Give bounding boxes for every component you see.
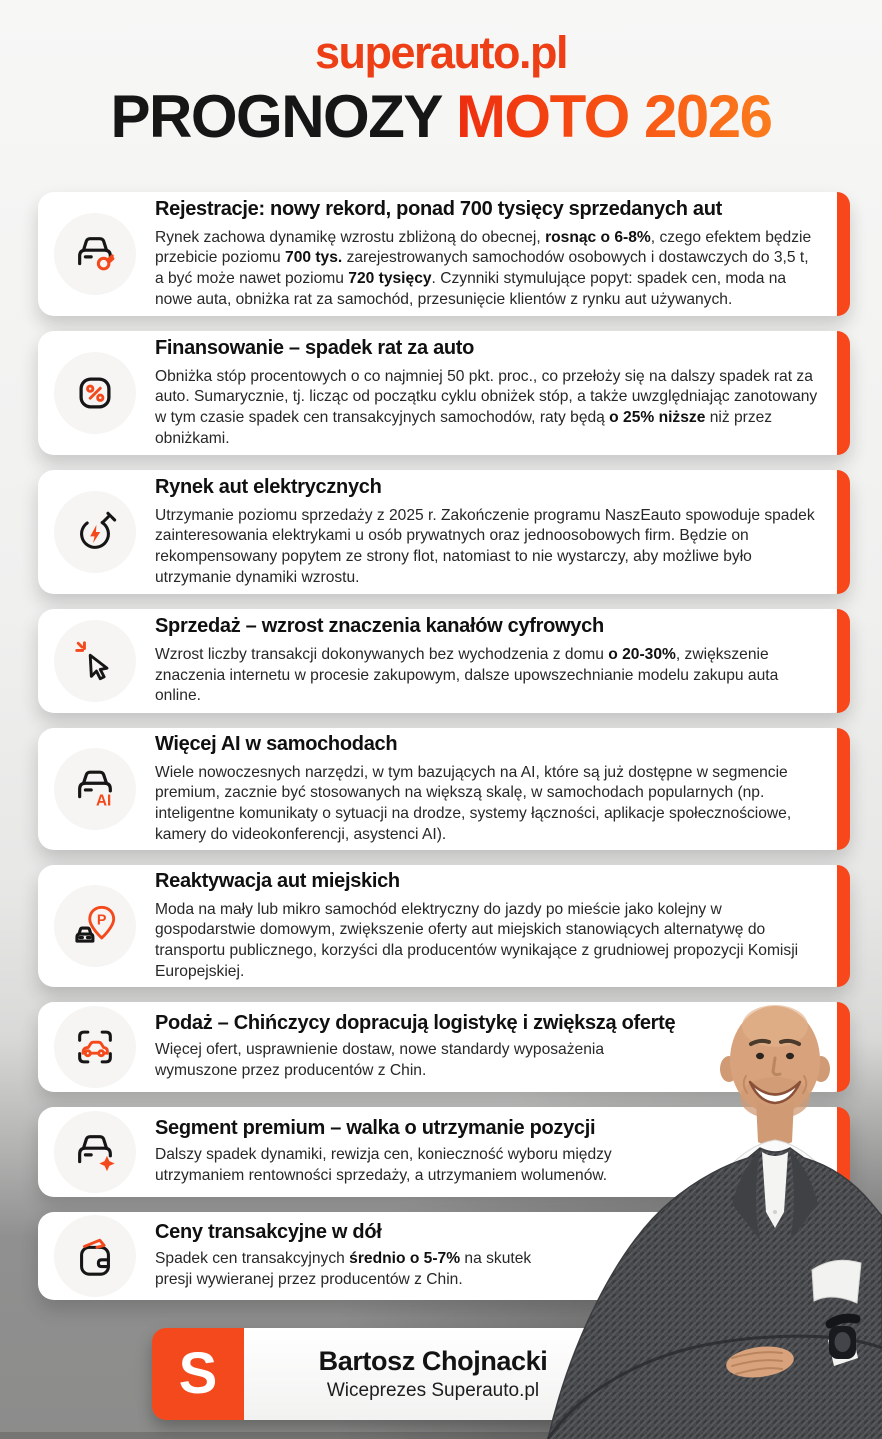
card-accent-bar: [837, 470, 850, 594]
page-title-orange: MOTO 2026: [455, 83, 772, 150]
card-accent-bar: [837, 728, 850, 850]
wallet-icon: [72, 1233, 118, 1279]
card-accent-bar: [837, 865, 850, 987]
svg-text:P: P: [96, 912, 107, 929]
card-title: Reaktywacja aut miejskich: [155, 869, 400, 892]
svg-text:AI: AI: [95, 792, 112, 810]
percent-icon: [72, 370, 118, 416]
card-accent-bar: [837, 331, 850, 455]
card-icon-circle: [54, 352, 136, 434]
card-title: Segment premium – walka o utrzymanie pozycji: [155, 1117, 596, 1140]
superauto-s-logo: S: [152, 1328, 244, 1420]
card-body: Dalszy spadek dynamiki, rewizja cen, konieczność wyboru między utrzymaniem rentowności sprzedaży, a utrzymaniem wolumenów.: [155, 1146, 612, 1184]
forecast-card: [38, 728, 850, 850]
card-body: Rynek zachowa dynamikę wzrostu zbliżoną do obecnej, rosnąc o 6-8%, czego efektem będzie przebicie poziomu 700 tys. zarejestrowanych samochodów osobowych i dostawczych do 3,5 t, a być może nawet poziomu 720 tysięcy. Czynniki stymulujące popyt: spadek cen, moda na nowe auta, obniżka rat za samochód, przesunięcie klientów z rynku aut używanych.: [155, 228, 812, 308]
card-icon-circle: [54, 1006, 136, 1088]
forecast-card: [38, 331, 850, 455]
parking-pin-icon: [72, 903, 118, 949]
card-title: Sprzedaż – wzrost znaczenia kanałów cyfrowych: [155, 614, 604, 637]
card-icon-circle: [54, 748, 136, 830]
cursor-click-icon: [72, 638, 118, 684]
car-key-icon: [72, 231, 118, 277]
forecast-card: [38, 865, 850, 987]
forecast-card: [38, 192, 850, 316]
card-icon-circle: [54, 1215, 136, 1297]
card-accent-bar: [837, 609, 850, 713]
card-icon-circle: [54, 885, 136, 967]
card-body: Więcej ofert, usprawnienie dostaw, nowe standardy wyposażenia wymuszone przez producentów z Chin.: [155, 1041, 604, 1079]
page-title-black: PROGNOZY: [110, 83, 441, 150]
card-title: Więcej AI w samochodach: [155, 732, 398, 755]
card-body: Moda na mały lub mikro samochód elektryczny do jazdy po mieście jako kolejny w gospodarstwie domowym, zwiększenie oferty aut miejskich stanowiących alternatywę do transportu publicznego, korzyści dla producentów wynikające z grudniowej propozycji Komisji Europejskiej.: [155, 900, 799, 980]
card-body: Spadek cen transakcyjnych średnio o 5-7% na skutek presji wywieranej przez producentów z Chin.: [155, 1250, 532, 1288]
card-title: Finansowanie – spadek rat za auto: [155, 336, 475, 359]
card-icon-circle: [54, 620, 136, 702]
card-body: Wzrost liczby transakcji dokonywanych bez wychodzenia z domu o 20-30%, zwiększenie znaczenia internetu w procesie zakupowym, dalsze upowszechnianie modelu zakupu auta online.: [155, 645, 779, 705]
superauto-logo: superauto.pl: [314, 27, 568, 78]
card-icon-circle: [54, 491, 136, 573]
card-text: [155, 615, 850, 707]
card-title: Rejestracje: nowy rekord, ponad 700 tysięcy sprzedanych aut: [155, 197, 722, 220]
card-text: [155, 476, 850, 589]
ev-charging-icon: [72, 509, 118, 555]
car-sparkle-icon: [72, 1129, 118, 1175]
card-body: Utrzymanie poziomu sprzedaży z 2025 r. Zakończenie programu NaszEauto spowoduje spadek zainteresowania elektrykami u osób prywatnych oraz jednoosobowych firm. Będzie on rekompensowany popytem ze strony flot, natomiast to nie wystarczy, aby możliwe było utrzymanie dynamiki wzrostu.: [155, 506, 815, 586]
card-icon-circle: [54, 213, 136, 295]
card-body: Obniżka stóp procentowych o co najmniej 50 pkt. proc., co przełoży się na dalszy spadek rat za auto. Sumarycznie, tj. licząc od początku cyklu obniżek stóp, a także uwzględniając zanotowany w tym czasie spadek cen transakcyjnych samochodów, raty będą o 25% niższe niż przez obniżkami.: [155, 367, 818, 447]
card-body: Wiele nowoczesnych narzędzi, w tym bazujących na AI, które są już dostępne w segmencie premium, zacznie być stosowanych na większą skalę, w samochodach popularnych (np. inteligentne komunikaty o sytuacji na drodze, systemy łączności, aplikacje społecznościowe, kamery do videokonferencji, asystenci AI).: [155, 763, 792, 843]
card-text: [155, 870, 850, 983]
card-text: [155, 733, 850, 846]
card-text: [155, 198, 850, 311]
page-title: [0, 83, 882, 150]
card-accent-bar: [837, 192, 850, 316]
forecast-card: [38, 470, 850, 594]
card-title: Podaż – Chińczycy dopracują logistykę i zwiększą ofertę: [155, 1012, 676, 1035]
car-scan-icon: [72, 1024, 118, 1070]
car-ai-icon: [72, 766, 118, 812]
card-text: [155, 337, 850, 450]
card-icon-circle: [54, 1111, 136, 1193]
author-name: Bartosz Chojnacki: [318, 1346, 548, 1376]
forecast-card: [38, 609, 850, 713]
card-title: Ceny transakcyjne w dół: [155, 1221, 382, 1244]
author-role: Wiceprezes Superauto.pl: [326, 1380, 540, 1401]
card-title: Rynek aut elektrycznych: [155, 475, 382, 498]
author-portrait-photo: [430, 972, 882, 1439]
